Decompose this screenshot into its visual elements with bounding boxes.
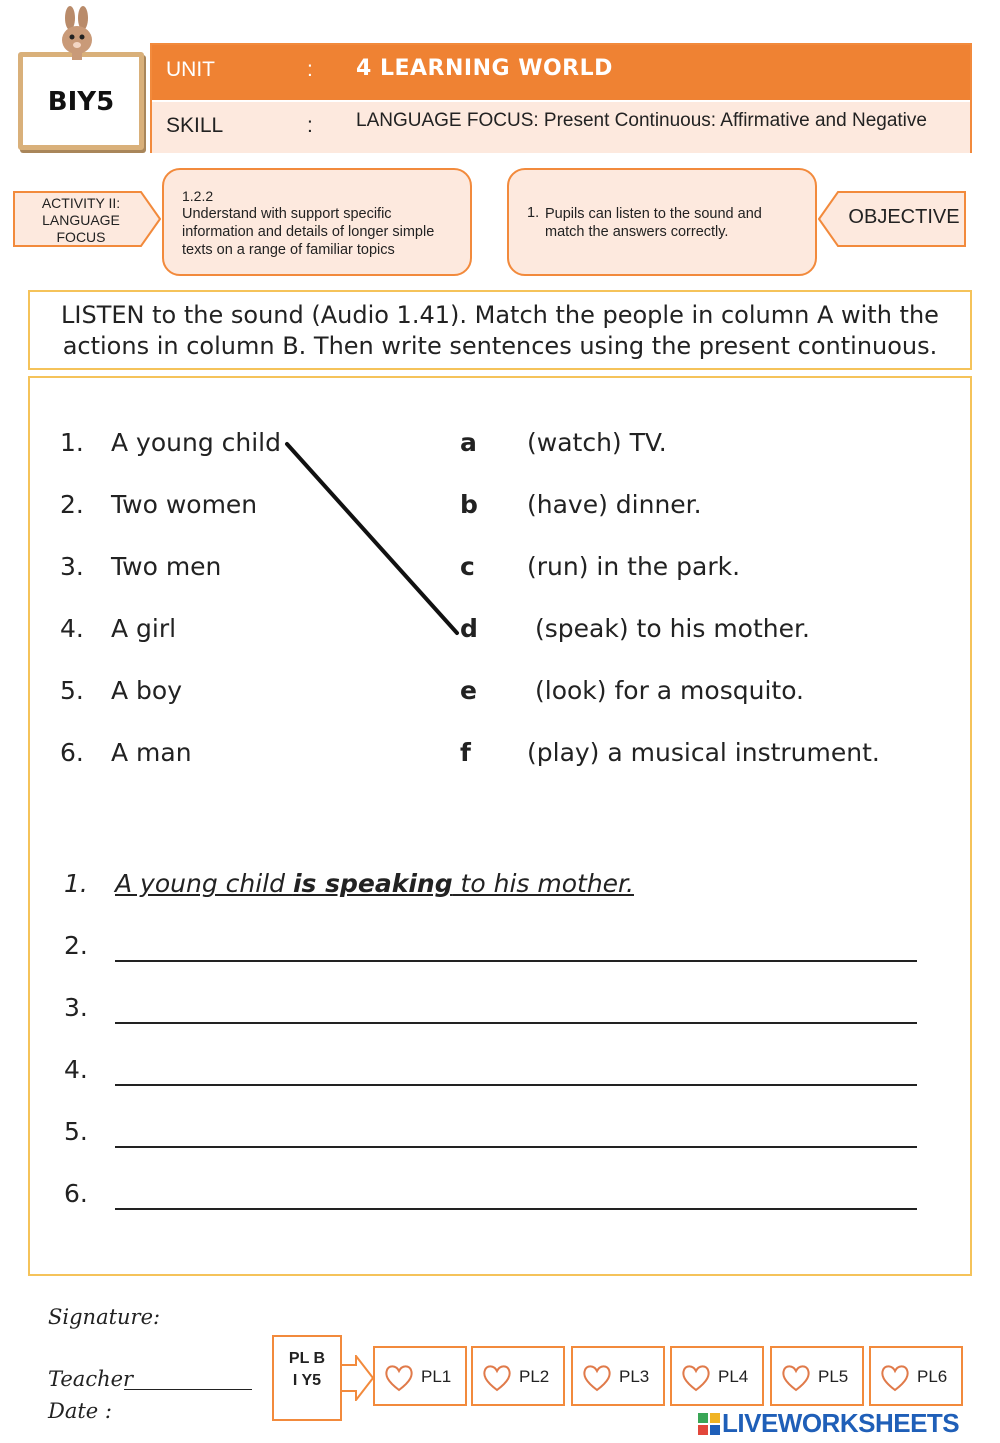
column-b-item[interactable]: (speak) to his mother. xyxy=(535,614,810,643)
answer-number: 5. xyxy=(64,1117,88,1146)
answer-line[interactable] xyxy=(115,1208,917,1210)
heart-icon xyxy=(581,1362,613,1394)
logo-board xyxy=(18,52,144,150)
skill-colon: : xyxy=(307,114,313,137)
column-a-item[interactable]: Two women xyxy=(111,490,258,519)
column-a-number: 2. xyxy=(60,490,84,519)
column-b-letter: e xyxy=(460,676,477,705)
answer-number: 2. xyxy=(64,931,88,960)
instruction-text: LISTEN to the sound (Audio 1.41). Match the people in column A with the actions in column B. Then write sentences using the present continuous. xyxy=(61,301,939,360)
activity-label: ACTIVITY II: LANGUAGE FOCUS xyxy=(41,195,121,245)
skill-value: LANGUAGE FOCUS: Present Continuous: Affirmative and Negative xyxy=(356,110,927,131)
pl-level-label: PL2 xyxy=(519,1367,550,1386)
column-a-item[interactable]: A girl xyxy=(111,614,177,643)
skill-label: SKILL xyxy=(166,114,224,137)
pl-biy5-text: PL BI Y5 xyxy=(288,1350,326,1389)
example-sentence xyxy=(115,869,634,898)
unit-row xyxy=(152,45,970,100)
pl-level-6[interactable] xyxy=(869,1346,963,1406)
answer-line[interactable] xyxy=(115,1022,917,1024)
pl-level-label: PL1 xyxy=(421,1367,452,1386)
pl-level-label: PL6 xyxy=(917,1367,948,1386)
activity-tag xyxy=(13,191,161,247)
unit-value: 4 LEARNING WORLD xyxy=(356,56,613,81)
answer-line[interactable] xyxy=(115,960,917,962)
liveworksheets-logo-icon xyxy=(698,1413,720,1435)
column-b-letter: b xyxy=(460,490,478,519)
column-a-number: 6. xyxy=(60,738,84,767)
unit-colon: : xyxy=(307,58,313,81)
heart-icon xyxy=(383,1362,415,1394)
pl-level-4[interactable] xyxy=(670,1346,764,1406)
column-b-letter: c xyxy=(460,552,475,581)
column-b-letter: d xyxy=(460,614,478,643)
pl-biy5-box xyxy=(272,1335,342,1421)
column-a-item[interactable]: A boy xyxy=(111,676,183,705)
logo-text: BIY5 xyxy=(47,87,115,117)
column-b-item[interactable]: (run) in the park. xyxy=(527,552,741,581)
answer-line[interactable] xyxy=(115,1146,917,1148)
column-b-item[interactable]: (watch) TV. xyxy=(527,428,667,457)
objective-box xyxy=(507,168,817,276)
column-b-item[interactable]: (have) dinner. xyxy=(527,490,702,519)
column-a-number: 4. xyxy=(60,614,84,643)
standard-text: Understand with support specific information and details of longer simple texts on a range of familiar topics xyxy=(182,206,435,258)
objective-label: OBJECTIVE xyxy=(848,206,960,228)
arrow-right-icon xyxy=(340,1355,374,1401)
learning-standard-box xyxy=(162,168,472,276)
column-a-item[interactable]: A young child xyxy=(111,428,281,457)
pl-level-1[interactable] xyxy=(373,1346,467,1406)
example-subject: A young child xyxy=(115,869,293,898)
column-b-item[interactable]: (look) for a mosquito. xyxy=(535,676,804,705)
instruction-box xyxy=(28,290,972,370)
unit-skill-header xyxy=(150,43,972,153)
column-b-letter: a xyxy=(460,428,477,457)
objective-tag xyxy=(818,191,966,247)
standard-code: 1.2.2 xyxy=(182,188,214,204)
column-a-number: 3. xyxy=(60,552,84,581)
heart-icon xyxy=(879,1362,911,1394)
column-a-item[interactable]: Two men xyxy=(111,552,222,581)
objective-number: 1. xyxy=(527,205,540,221)
pl-biy5-label xyxy=(274,1348,340,1392)
unit-label: UNIT xyxy=(166,58,215,81)
column-a-number: 5. xyxy=(60,676,84,705)
answer-number: 4. xyxy=(64,1055,88,1084)
signature-label: Signature: xyxy=(48,1305,161,1329)
example-number: 1. xyxy=(64,869,88,898)
column-b-item[interactable]: (play) a musical instrument. xyxy=(527,738,880,767)
answer-number: 6. xyxy=(64,1179,88,1208)
pl-level-3[interactable] xyxy=(571,1346,665,1406)
example-rest: to his mother. xyxy=(452,869,634,898)
heart-icon xyxy=(680,1362,712,1394)
teacher-signature-line[interactable] xyxy=(124,1389,252,1390)
heart-icon xyxy=(780,1362,812,1394)
pl-level-label: PL4 xyxy=(718,1367,749,1386)
column-a-item[interactable]: A man xyxy=(111,738,192,767)
skill-row xyxy=(152,102,970,153)
pl-level-label: PL3 xyxy=(619,1367,650,1386)
brand-text: LIVEWORKSHEETS xyxy=(722,1408,960,1438)
pl-level-2[interactable] xyxy=(471,1346,565,1406)
answer-number: 3. xyxy=(64,993,88,1022)
heart-icon xyxy=(481,1362,513,1394)
answer-line[interactable] xyxy=(115,1084,917,1086)
objective-text: Pupils can listen to the sound and match the answers correctly. xyxy=(545,206,762,240)
bunny-icon xyxy=(52,6,102,62)
example-verb: is speaking xyxy=(292,869,453,898)
date-label: Date : xyxy=(48,1399,112,1423)
pl-level-5[interactable] xyxy=(770,1346,864,1406)
column-b-letter: f xyxy=(460,738,471,767)
column-a-number: 1. xyxy=(60,428,84,457)
teacher-label: Teacher xyxy=(48,1367,134,1391)
pl-level-label: PL5 xyxy=(818,1367,849,1386)
